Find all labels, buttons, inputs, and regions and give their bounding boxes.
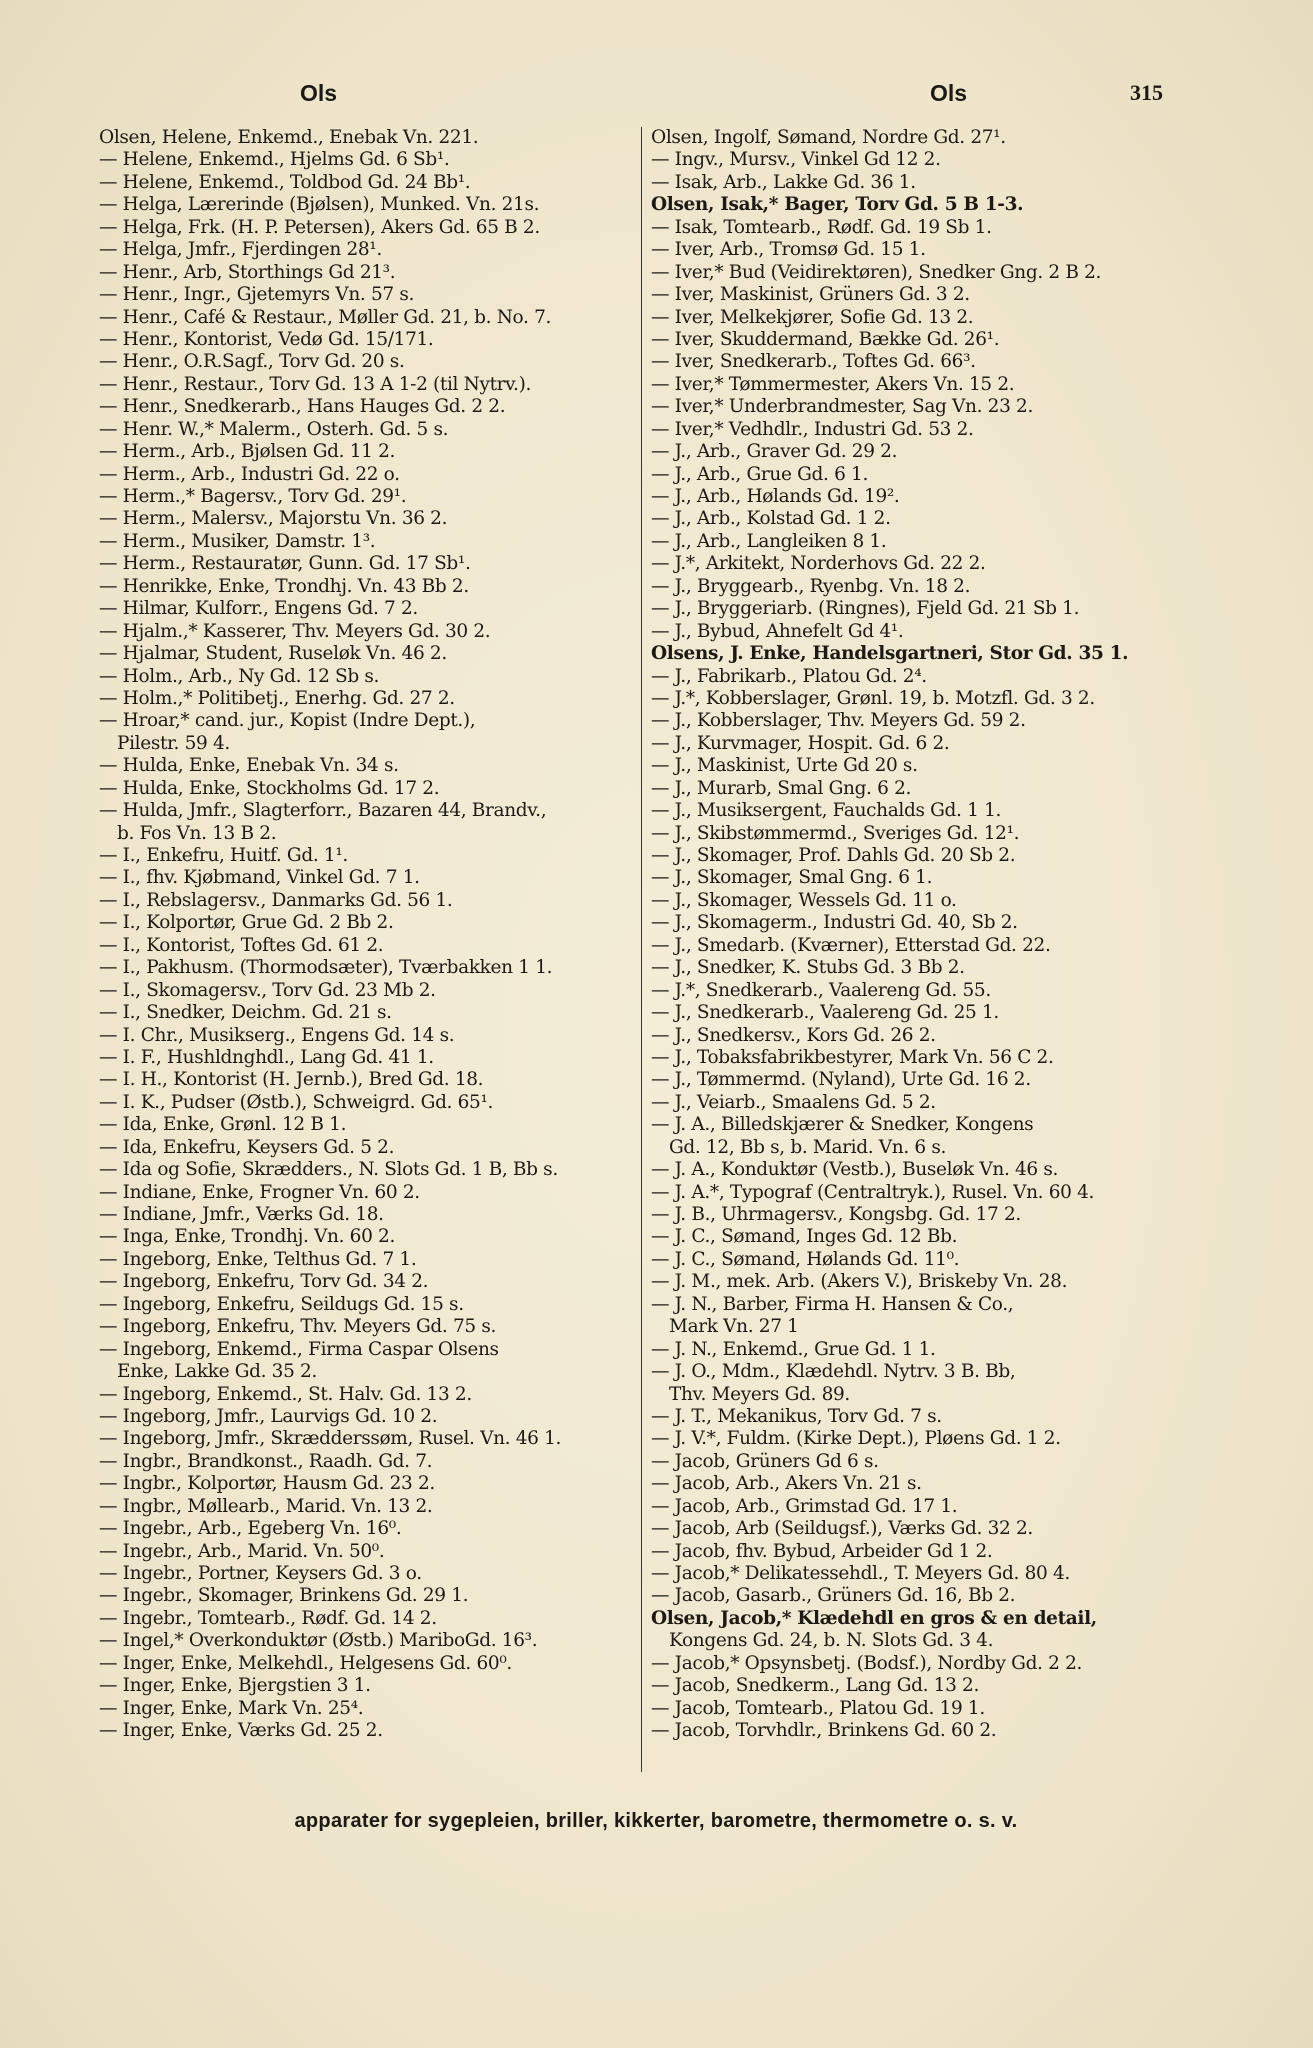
directory-entry: — J. C., Sømand, Hølands Gd. 11⁰. [651, 1248, 960, 1270]
directory-entry: — Ingeborg, Jmfr., Laurvigs Gd. 10 2. [99, 1405, 438, 1427]
directory-entry: — J. V.*, Fuldm. (Kirke Dept.), Pløens Gd. 1 2. [651, 1428, 1061, 1450]
directory-entry: — Ida og Sofie, Skrædders., N. Slots Gd. 1 B, Bb s. [99, 1159, 558, 1181]
directory-entry: — I., Pakhusm. (Thormodsæter), Tværbakken 1 1. [99, 957, 553, 979]
directory-entry: — J. M., mek. Arb. (Akers V.), Briskeby Vn. 28. [651, 1271, 1068, 1293]
directory-entry: — Iver, Maskinist, Grüners Gd. 3 2. [651, 284, 970, 306]
directory-entry: Gd. 12, Bb s, b. Marid. Vn. 6 s. [669, 1136, 947, 1158]
footer-advertisement: apparater for sygepleien, briller, kikkerter, barometre, thermometre o. s. v. [294, 1810, 1018, 1832]
directory-entry: Olsen, Isak,* Bager, Torv Gd. 5 B 1-3. [651, 194, 1024, 216]
directory-entry: — Henr., Snedkerarb., Hans Hauges Gd. 2 2. [99, 396, 506, 418]
directory-entry: — Henr., O.R.Sagf., Torv Gd. 20 s. [99, 351, 405, 373]
directory-entry: Enke, Lakke Gd. 35 2. [117, 1361, 318, 1383]
directory-entry: — J., Murarb, Smal Gng. 6 2. [651, 777, 912, 799]
directory-entry: — I., fhv. Kjøbmand, Vinkel Gd. 7 1. [99, 867, 420, 889]
directory-entry: — Ingebr., Tomtearb., Rødf. Gd. 14 2. [99, 1607, 437, 1629]
directory-entry: — Iver,* Tømmermester, Akers Vn. 15 2. [651, 373, 1015, 395]
directory-entry: — J., Smedarb. (Kværner), Etterstad Gd. 22. [651, 934, 1051, 956]
directory-entry: — I. F., Hushldnghdl., Lang Gd. 41 1. [99, 1046, 434, 1068]
directory-entry: — Inger, Enke, Bjergstien 3 1. [99, 1675, 371, 1697]
directory-entry: — J., Tømmermd. (Nyland), Urte Gd. 16 2. [651, 1069, 1031, 1091]
directory-entry: — Helene, Enkemd., Toldbod Gd. 24 Bb¹. [99, 171, 471, 193]
directory-entry: — Ingel,* Overkonduktør (Østb.) MariboGd. 16³. [99, 1630, 538, 1652]
directory-entry: — Ingeborg, Jmfr., Skrædderssøm, Rusel. Vn. 46 1. [99, 1428, 562, 1450]
directory-entry: — Herm., Arb., Bjølsen Gd. 11 2. [99, 441, 396, 463]
column-divider [641, 127, 642, 1772]
directory-entry: — J.*, Kobberslager, Grønl. 19, b. Motzfl. Gd. 3 2. [651, 687, 1095, 709]
directory-entry: — Jacob, Arb (Seildugsf.), Værks Gd. 32 2. [651, 1518, 1033, 1540]
directory-entry: — Hjalm.,* Kasserer, Thv. Meyers Gd. 30 2. [99, 620, 491, 642]
directory-entry: — Herm., Restauratør, Gunn. Gd. 17 Sb¹. [99, 553, 471, 575]
directory-entry: Mark Vn. 27 1 [669, 1316, 799, 1338]
directory-entry: — Hulda, Enke, Enebak Vn. 34 s. [99, 755, 399, 777]
directory-entry: — J. N., Barber, Firma H. Hansen & Co., [651, 1293, 1014, 1315]
directory-entry: Olsen, Helene, Enkemd., Enebak Vn. 221. [99, 127, 479, 148]
directory-entry: — J. B., Uhrmagersv., Kongsbg. Gd. 17 2. [651, 1204, 1021, 1225]
directory-entry: — Jacob, Tomtearb., Platou Gd. 19 1. [651, 1697, 985, 1719]
directory-entry: — J. A., Billedskjærer & Snedker, Kongens [651, 1114, 1034, 1136]
directory-entry: — J. A.*, Typograf (Centraltryk.), Rusel. Vn. 60 4. [651, 1181, 1095, 1203]
directory-entry: — J. T., Mekanikus, Torv Gd. 7 s. [651, 1405, 942, 1427]
directory-entry: — Jacob,* Delikatessehdl., T. Meyers Gd. 80 4. [651, 1563, 1070, 1584]
directory-entry: — Henr., Restaur., Torv Gd. 13 A 1-2 (til Nytrv.). [99, 373, 531, 395]
directory-entry: — Herm.,* Bagersv., Torv Gd. 29¹. [99, 486, 407, 507]
directory-entry: — I. Chr., Musikserg., Engens Gd. 14 s. [99, 1024, 455, 1046]
directory-entry: — Hulda, Enke, Stockholms Gd. 17 2. [99, 777, 440, 799]
directory-entry: — Jacob,* Opsynsbetj. (Bodsf.), Nordby Gd. 2 2. [651, 1652, 1083, 1674]
directory-entry: — Herm., Arb., Industri Gd. 22 o. [99, 463, 400, 485]
directory-entry: — Ingbr., Brandkonst., Raadh. Gd. 7. [99, 1450, 433, 1472]
directory-entry: — Hroar,* cand. jur., Kopist (Indre Dept.), [99, 710, 476, 732]
directory-entry: b. Fos Vn. 13 B 2. [117, 822, 277, 844]
directory-entry: — J., Skomager, Prof. Dahls Gd. 20 Sb 2. [651, 845, 1016, 866]
directory-entry: — Ingeborg, Enkefru, Seildugs Gd. 15 s. [99, 1293, 464, 1315]
directory-entry: — Ingbr., Kolportør, Hausm Gd. 23 2. [99, 1473, 435, 1495]
directory-entry: — Ingbr., Møllearb., Marid. Vn. 13 2. [99, 1495, 433, 1517]
directory-entry: — Holm.,* Politibetj., Enerhg. Gd. 27 2. [99, 687, 455, 709]
directory-entry: — I. K., Pudser (Østb.), Schweigrd. Gd. 65¹. [99, 1091, 494, 1113]
directory-entry: — J., Kobberslager, Thv. Meyers Gd. 59 2. [651, 710, 1026, 732]
directory-entry: — Jacob, fhv. Bybud, Arbeider Gd 1 2. [651, 1540, 993, 1562]
directory-entry: Olsen, Ingolf, Sømand, Nordre Gd. 27¹. [651, 127, 1006, 148]
directory-entry: — Henr., Café & Restaur., Møller Gd. 21, b. No. 7. [99, 306, 552, 328]
directory-entry: — J., Snedker, K. Stubs Gd. 3 Bb 2. [651, 957, 965, 979]
directory-entry: — Helga, Frk. (H. P. Petersen), Akers Gd. 65 B 2. [99, 216, 540, 238]
directory-entry: — J. C., Sømand, Inges Gd. 12 Bb. [651, 1226, 958, 1248]
directory-entry: — Ingeborg, Enkemd., St. Halv. Gd. 13 2. [99, 1383, 472, 1405]
directory-entry: Olsen, Jacob,* Klædehdl en gros & en detail, [651, 1607, 1097, 1629]
directory-entry: — J., Bryggeriarb. (Ringnes), Fjeld Gd. 21 Sb 1. [651, 598, 1080, 620]
directory-entry: — Helga, Lærerinde (Bjølsen), Munked. Vn. 21s. [99, 194, 540, 216]
directory-entry: — Ingeborg, Enkefru, Thv. Meyers Gd. 75 s. [99, 1316, 497, 1338]
directory-entry: — Henr., Arb, Storthings Gd 21³. [99, 261, 396, 283]
directory-entry: — J., Tobaksfabrikbestyrer, Mark Vn. 56 C 2. [651, 1046, 1054, 1068]
directory-entry: — J., Musiksergent, Fauchalds Gd. 1 1. [651, 800, 1002, 822]
directory-entry: — J.*, Arkitekt, Norderhovs Gd. 22 2. [651, 553, 986, 575]
directory-entry: — J., Maskinist, Urte Gd 20 s. [651, 755, 918, 777]
directory-entry: — I., Rebslagersv., Danmarks Gd. 56 1. [99, 889, 453, 911]
directory-entry: — Isak, Tomtearb., Rødf. Gd. 19 Sb 1. [651, 216, 992, 238]
directory-entry: — J., Snedkersv., Kors Gd. 26 2. [651, 1024, 936, 1046]
directory-entry: — J., Fabrikarb., Platou Gd. 2⁴. [651, 665, 927, 687]
directory-entry: — J., Kurvmager, Hospit. Gd. 6 2. [651, 732, 950, 754]
directory-entry: — J., Arb., Hølands Gd. 19². [651, 486, 900, 507]
directory-entry: — Iver, Arb., Tromsø Gd. 15 1. [651, 239, 926, 261]
directory-entry: — Helene, Enkemd., Hjelms Gd. 6 Sb¹. [99, 149, 450, 171]
directory-entry: — I., Kontorist, Toftes Gd. 61 2. [99, 934, 384, 956]
directory-entry: — J., Arb., Grue Gd. 6 1. [651, 463, 868, 485]
directory-entry: — J., Bryggearb., Ryenbg. Vn. 18 2. [651, 575, 971, 597]
directory-entry: — J., Bybud, Ahnefelt Gd 4¹. [651, 620, 904, 642]
right-column [651, 127, 1187, 1743]
directory-entry: — I. H., Kontorist (H. Jernb.), Bred Gd. 18. [99, 1069, 484, 1091]
directory-entry: — Iver,* Bud (Veidirektøren), Snedker Gng. 2 B 2. [651, 261, 1102, 283]
directory-entry: — Inger, Enke, Værks Gd. 25 2. [99, 1720, 383, 1742]
directory-entry: — Ingeborg, Enke, Telthus Gd. 7 1. [99, 1248, 417, 1270]
directory-entry: Olsens, J. Enke, Handelsgartneri, Stor Gd. 35 1. [651, 643, 1129, 665]
directory-entry: — Jacob, Grüners Gd 6 s. [651, 1450, 879, 1472]
directory-entry: — Jacob, Arb., Akers Vn. 21 s. [651, 1473, 922, 1495]
directory-entry: — J. A., Konduktør (Vestb.), Buseløk Vn. 46 s. [651, 1159, 1059, 1181]
directory-entry: — Hjalmar, Student, Ruseløk Vn. 46 2. [99, 643, 447, 665]
directory-entry: — Ida, Enke, Grønl. 12 B 1. [99, 1114, 347, 1136]
directory-entry: — Iver, Melkekjører, Sofie Gd. 13 2. [651, 306, 974, 328]
directory-entry: — Inger, Enke, Melkehdl., Helgesens Gd. 60⁰. [99, 1652, 512, 1674]
directory-entry: — Ida, Enkefru, Keysers Gd. 5 2. [99, 1136, 395, 1158]
directory-entry: — Jacob, Torvhdlr., Brinkens Gd. 60 2. [651, 1720, 997, 1742]
page-number: 315 [1130, 80, 1163, 105]
directory-entry: — Herm., Musiker, Damstr. 1³. [99, 530, 376, 552]
directory-entry: — J., Veiarb., Smaalens Gd. 5 2. [651, 1091, 936, 1113]
directory-entry: — Ingebr., Skomager, Brinkens Gd. 29 1. [99, 1585, 469, 1607]
directory-entry: — Iver,* Vedhdlr., Industri Gd. 53 2. [651, 418, 974, 440]
directory-entry: — I., Snedker, Deichm. Gd. 21 s. [99, 1002, 392, 1024]
directory-entry: — J., Snedkerarb., Vaalereng Gd. 25 1. [651, 1002, 999, 1024]
directory-entry: — Inga, Enke, Trondhj. Vn. 60 2. [99, 1226, 395, 1248]
directory-entry: — Henr., Kontorist, Vedø Gd. 15/171. [99, 328, 434, 350]
directory-entry: — J., Arb., Graver Gd. 29 2. [651, 441, 898, 463]
directory-entry: Kongens Gd. 24, b. N. Slots Gd. 3 4. [669, 1630, 994, 1652]
directory-entry: — Ingebr., Arb., Marid. Vn. 50⁰. [99, 1540, 385, 1562]
directory-entry: — Henrikke, Enke, Trondhj. Vn. 43 Bb 2. [99, 575, 469, 597]
directory-entry: — Henr., Ingr., Gjetemyrs Vn. 57 s. [99, 284, 414, 306]
directory-entry: — I., Enkefru, Huitf. Gd. 1¹. [99, 845, 348, 866]
directory-entry: — Ingeborg, Enkefru, Torv Gd. 34 2. [99, 1271, 429, 1293]
directory-entry: — Indiane, Enke, Frogner Vn. 60 2. [99, 1181, 420, 1203]
directory-entry: — Isak, Arb., Lakke Gd. 36 1. [651, 171, 916, 193]
directory-entry: — J., Arb., Langleiken 8 1. [651, 530, 887, 552]
directory-entry: — Ingebr., Portner, Keysers Gd. 3 o. [99, 1563, 422, 1584]
directory-entry: — J.*, Snedkerarb., Vaalereng Gd. 55. [651, 979, 991, 1001]
directory-entry: — Ingebr., Arb., Egeberg Vn. 16⁰. [99, 1518, 402, 1540]
directory-entry: — Indiane, Jmfr., Værks Gd. 18. [99, 1204, 384, 1225]
directory-entry: Thv. Meyers Gd. 89. [669, 1383, 850, 1405]
directory-entry: — I., Kolportør, Grue Gd. 2 Bb 2. [99, 912, 394, 934]
directory-entry: — Ingeborg, Enkemd., Firma Caspar Olsens [99, 1338, 499, 1360]
directory-entry: — Henr. W.,* Malerm., Osterh. Gd. 5 s. [99, 418, 449, 440]
directory-entry: — J., Skibstømmermd., Sveriges Gd. 12¹. [651, 822, 1020, 844]
directory-entry: — I., Skomagersv., Torv Gd. 23 Mb 2. [99, 979, 436, 1001]
left-column [99, 127, 627, 1743]
directory-entry: — Holm., Arb., Ny Gd. 12 Sb s. [99, 665, 380, 687]
directory-entry: — Jacob, Arb., Grimstad Gd. 17 1. [651, 1495, 958, 1517]
directory-entry: — Ingv., Mursv., Vinkel Gd 12 2. [651, 149, 941, 171]
directory-entry: — Herm., Malersv., Majorstu Vn. 36 2. [99, 508, 448, 530]
directory-entry: — J., Arb., Kolstad Gd. 1 2. [651, 508, 891, 530]
directory-entry: — J. O., Mdm., Klædehdl. Nytrv. 3 B. Bb, [651, 1361, 1016, 1383]
directory-entry: — Hulda, Jmfr., Slagterforr., Bazaren 44, Brandv., [99, 800, 547, 822]
header-left-word: Ols [300, 80, 338, 106]
header-right-word: Ols [930, 80, 968, 106]
directory-entry: — Jacob, Snedkerm., Lang Gd. 13 2. [651, 1675, 980, 1697]
directory-entry: — J., Skomagerm., Industri Gd. 40, Sb 2. [651, 912, 1018, 934]
directory-entry: — Inger, Enke, Mark Vn. 25⁴. [99, 1697, 364, 1719]
directory-entry: — J., Skomager, Wessels Gd. 11 o. [651, 889, 957, 911]
directory-entry: — J., Skomager, Smal Gng. 6 1. [651, 867, 933, 889]
directory-entry: — Iver,* Underbrandmester, Sag Vn. 23 2. [651, 396, 1033, 418]
directory-entry: — J. N., Enkemd., Grue Gd. 1 1. [651, 1338, 936, 1360]
directory-entry: — Jacob, Gasarb., Grüners Gd. 16, Bb 2. [651, 1585, 1016, 1607]
directory-entry: — Iver, Snedkerarb., Toftes Gd. 66³. [651, 351, 976, 373]
directory-entry: Pilestr. 59 4. [117, 732, 230, 754]
directory-entry: — Helga, Jmfr., Fjerdingen 28¹. [99, 239, 382, 261]
directory-entry: — Iver, Skuddermand, Bække Gd. 26¹. [651, 328, 1000, 350]
directory-entry: — Hilmar, Kulforr., Engens Gd. 7 2. [99, 598, 418, 620]
